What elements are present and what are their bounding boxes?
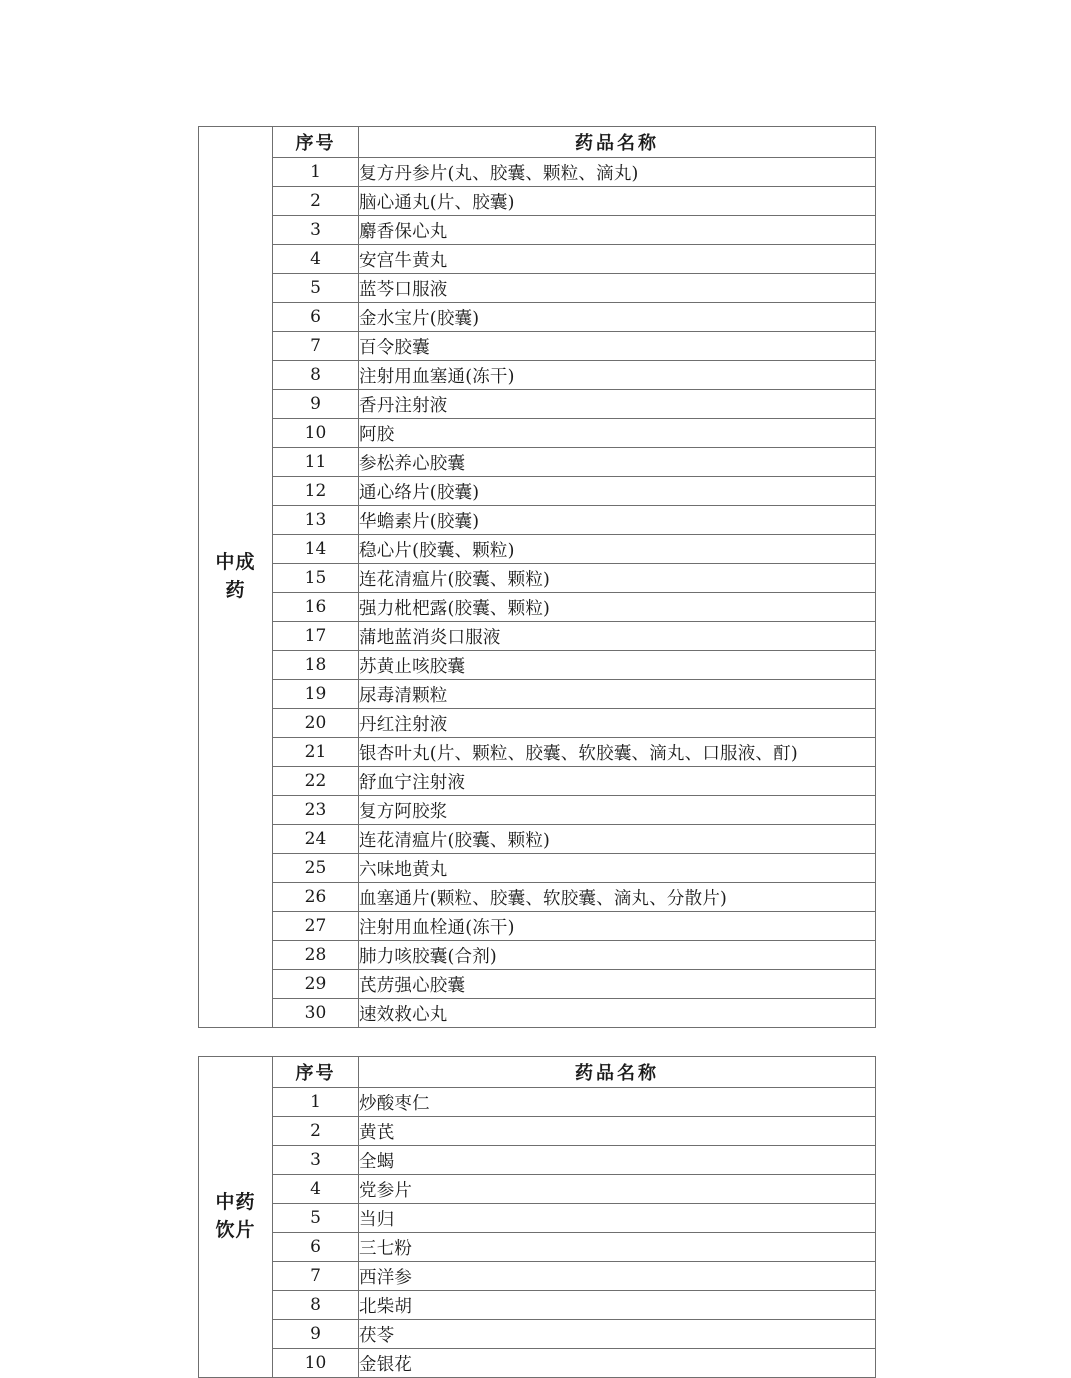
table-row xyxy=(199,1320,876,1349)
row-number-cell: 6 xyxy=(273,1233,359,1262)
drug-name-cell: 华蟾素片(胶囊) xyxy=(359,506,876,535)
drug-name-cell: 复方丹参片(丸、胶囊、颗粒、滴丸) xyxy=(359,158,876,187)
table-row xyxy=(199,651,876,680)
row-number-cell: 4 xyxy=(273,245,359,274)
row-number-cell: 13 xyxy=(273,506,359,535)
drug-name-cell: 西洋参 xyxy=(359,1262,876,1291)
table-row xyxy=(199,970,876,999)
table-row xyxy=(199,912,876,941)
drug-name-cell: 尿毒清颗粒 xyxy=(359,680,876,709)
table-row xyxy=(199,738,876,767)
row-number-cell: 2 xyxy=(273,1117,359,1146)
table-row xyxy=(199,854,876,883)
table-row xyxy=(199,709,876,738)
table-header-row xyxy=(199,127,876,158)
drug-name-cell: 速效救心丸 xyxy=(359,999,876,1028)
drug-name-cell: 苏黄止咳胶囊 xyxy=(359,651,876,680)
table-row xyxy=(199,1349,876,1378)
table-row xyxy=(199,767,876,796)
row-number-cell: 5 xyxy=(273,274,359,303)
drug-name-cell: 阿胶 xyxy=(359,419,876,448)
row-number-cell: 14 xyxy=(273,535,359,564)
drug-name-cell: 蓝芩口服液 xyxy=(359,274,876,303)
row-number-cell: 3 xyxy=(273,216,359,245)
row-number-cell: 23 xyxy=(273,796,359,825)
table-row xyxy=(199,1204,876,1233)
row-number-cell: 3 xyxy=(273,1146,359,1175)
drug-name-cell: 稳心片(胶囊、颗粒) xyxy=(359,535,876,564)
drug-name-cell: 连花清瘟片(胶囊、颗粒) xyxy=(359,825,876,854)
row-number-cell: 7 xyxy=(273,1262,359,1291)
drug-table-yinpian-block xyxy=(198,1056,875,1378)
row-number-cell: 26 xyxy=(273,883,359,912)
drug-name-cell: 金水宝片(胶囊) xyxy=(359,303,876,332)
row-number-cell: 4 xyxy=(273,1175,359,1204)
row-number-cell: 17 xyxy=(273,622,359,651)
drug-name-cell: 注射用血塞通(冻干) xyxy=(359,361,876,390)
category-cell-yinpian xyxy=(199,1057,273,1378)
table-row xyxy=(199,883,876,912)
row-number-cell: 18 xyxy=(273,651,359,680)
table-row xyxy=(199,390,876,419)
table-row xyxy=(199,477,876,506)
table-row xyxy=(199,941,876,970)
drug-name-cell: 脑心通丸(片、胶囊) xyxy=(359,187,876,216)
row-number-cell: 15 xyxy=(273,564,359,593)
row-number-cell: 16 xyxy=(273,593,359,622)
drug-name-cell: 三七粉 xyxy=(359,1233,876,1262)
table-row xyxy=(199,187,876,216)
drug-name-cell: 血塞通片(颗粒、胶囊、软胶囊、滴丸、分散片) xyxy=(359,883,876,912)
category-label-line: 中药 xyxy=(215,1191,256,1214)
table-row xyxy=(199,825,876,854)
table-row xyxy=(199,303,876,332)
drug-name-cell: 党参片 xyxy=(359,1175,876,1204)
table-row xyxy=(199,216,876,245)
row-number-cell: 22 xyxy=(273,767,359,796)
table-row xyxy=(199,1146,876,1175)
drug-name-cell: 强力枇杷露(胶囊、颗粒) xyxy=(359,593,876,622)
column-header-number: 序号 xyxy=(273,1057,359,1088)
drug-name-cell: 蒲地蓝消炎口服液 xyxy=(359,622,876,651)
column-header-name: 药品名称 xyxy=(359,127,876,158)
drug-table-chengyao xyxy=(198,126,876,1028)
table-row xyxy=(199,680,876,709)
table-row xyxy=(199,999,876,1028)
drug-name-cell: 芪苈强心胶囊 xyxy=(359,970,876,999)
table-row xyxy=(199,622,876,651)
category-label-line: 中成 xyxy=(215,551,256,574)
row-number-cell: 28 xyxy=(273,941,359,970)
drug-name-cell: 麝香保心丸 xyxy=(359,216,876,245)
table-row xyxy=(199,564,876,593)
drug-name-cell: 银杏叶丸(片、颗粒、胶囊、软胶囊、滴丸、口服液、酊) xyxy=(359,738,876,767)
drug-table-yinpian xyxy=(198,1056,876,1378)
table-row xyxy=(199,1175,876,1204)
column-header-name: 药品名称 xyxy=(359,1057,876,1088)
column-header-number: 序号 xyxy=(273,127,359,158)
row-number-cell: 1 xyxy=(273,158,359,187)
category-cell-chengyao xyxy=(199,127,273,1028)
row-number-cell: 7 xyxy=(273,332,359,361)
row-number-cell: 29 xyxy=(273,970,359,999)
drug-name-cell: 舒血宁注射液 xyxy=(359,767,876,796)
drug-name-cell: 注射用血栓通(冻干) xyxy=(359,912,876,941)
row-number-cell: 12 xyxy=(273,477,359,506)
drug-table-chengyao-block xyxy=(198,126,875,1028)
table-row xyxy=(199,535,876,564)
row-number-cell: 5 xyxy=(273,1204,359,1233)
row-number-cell: 30 xyxy=(273,999,359,1028)
drug-name-cell: 黄芪 xyxy=(359,1117,876,1146)
drug-name-cell: 丹红注射液 xyxy=(359,709,876,738)
row-number-cell: 9 xyxy=(273,1320,359,1349)
drug-name-cell: 全蝎 xyxy=(359,1146,876,1175)
table-row xyxy=(199,1262,876,1291)
row-number-cell: 24 xyxy=(273,825,359,854)
drug-name-cell: 茯苓 xyxy=(359,1320,876,1349)
drug-name-cell: 炒酸枣仁 xyxy=(359,1088,876,1117)
table-row xyxy=(199,448,876,477)
drug-name-cell: 百令胶囊 xyxy=(359,332,876,361)
table-row xyxy=(199,419,876,448)
table-row xyxy=(199,506,876,535)
table-row xyxy=(199,1117,876,1146)
row-number-cell: 27 xyxy=(273,912,359,941)
drug-name-cell: 连花清瘟片(胶囊、颗粒) xyxy=(359,564,876,593)
drug-name-cell: 六味地黄丸 xyxy=(359,854,876,883)
drug-name-cell: 金银花 xyxy=(359,1349,876,1378)
table-row xyxy=(199,796,876,825)
category-label-line: 药 xyxy=(225,579,246,601)
table-row xyxy=(199,1291,876,1320)
drug-name-cell: 安宫牛黄丸 xyxy=(359,245,876,274)
category-label-line: 饮片 xyxy=(215,1219,256,1241)
row-number-cell: 25 xyxy=(273,854,359,883)
drug-name-cell: 北柴胡 xyxy=(359,1291,876,1320)
table-row xyxy=(199,274,876,303)
row-number-cell: 8 xyxy=(273,1291,359,1320)
table-row xyxy=(199,245,876,274)
drug-name-cell: 参松养心胶囊 xyxy=(359,448,876,477)
row-number-cell: 8 xyxy=(273,361,359,390)
table-row xyxy=(199,593,876,622)
row-number-cell: 19 xyxy=(273,680,359,709)
drug-name-cell: 香丹注射液 xyxy=(359,390,876,419)
row-number-cell: 21 xyxy=(273,738,359,767)
row-number-cell: 10 xyxy=(273,419,359,448)
table-row xyxy=(199,332,876,361)
drug-name-cell: 复方阿胶浆 xyxy=(359,796,876,825)
drug-name-cell: 通心络片(胶囊) xyxy=(359,477,876,506)
table-row xyxy=(199,158,876,187)
row-number-cell: 9 xyxy=(273,390,359,419)
drug-name-cell: 肺力咳胶囊(合剂) xyxy=(359,941,876,970)
row-number-cell: 11 xyxy=(273,448,359,477)
drug-name-cell: 当归 xyxy=(359,1204,876,1233)
table-row xyxy=(199,1233,876,1262)
table-row xyxy=(199,1088,876,1117)
row-number-cell: 20 xyxy=(273,709,359,738)
table-header-row xyxy=(199,1057,876,1088)
table-row xyxy=(199,361,876,390)
row-number-cell: 2 xyxy=(273,187,359,216)
row-number-cell: 1 xyxy=(273,1088,359,1117)
row-number-cell: 10 xyxy=(273,1349,359,1378)
row-number-cell: 6 xyxy=(273,303,359,332)
